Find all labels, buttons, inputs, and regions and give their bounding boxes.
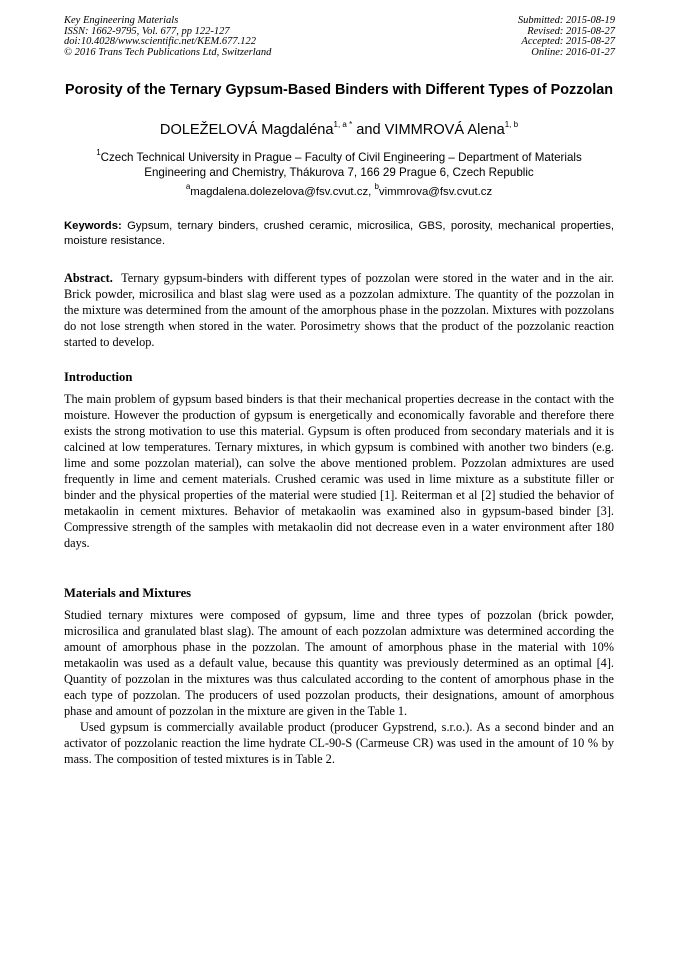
introduction-paragraph: The main problem of gypsum based binders is that their mechanical properties decrease in the contact with the moisture. However the production of gypsum is energetically and economically favorable and therefore there exists the strong motivation to use this material. Gypsum is often produced from secondary materials and it is calcined at low temperatures. Ternary mixtures, in which gypsum is combined with another two binders (e.g. lime and some pozzolan material), can solve the above mentioned problem. Pozzolan admixtures are used frequently in lime and cement materials. Crushed ceramic was used in lime mixture as a substitute filler or binder and the physical properties of the material were studied [1]. Reiterman et al [2] studied the behavior of metakaolin in cement mixtures. Behavior of metakaolin was examined also in gypsum-based binder [3]. Compressive strength of the samples with metakaolin did not decrease even in a water environment after 180 days.	[64, 392, 614, 550]
email-marker-a: a	[185, 182, 191, 192]
online-date: Online: 2016-01-27	[531, 46, 615, 58]
email-b: vimmrova@fsv.cvut.cz	[378, 186, 493, 198]
author-line	[64, 121, 614, 139]
email-marker-b: b	[374, 182, 379, 192]
publication-dates	[518, 16, 615, 58]
paper-title: Porosity of the Ternary Gypsum-Based Binders with Different Types of Pozzolan	[65, 82, 613, 98]
email-a: magdalena.dolezelova@fsv.cvut.cz,	[190, 186, 375, 198]
journal-info	[64, 16, 271, 58]
materials-heading: Materials and Mixtures	[64, 586, 192, 600]
abstract-text: Ternary gypsum-binders with different types of pozzolan were stored in the water and in the air. Brick powder, microsilica and blast slag were used as a pozzolan admixture. The quantity of the pozzolan in the mixture was determined from the amount of the amorphous phase in the pozzolan. Mixtures with pozzolans do not lose strength when stored in the water. Porosimetry shows that the product of the pozzolanic reaction started to develop.	[64, 271, 614, 349]
author-2: VIMMROVÁ Alena	[384, 122, 505, 138]
introduction-body	[64, 391, 614, 551]
keywords-label: Keywords:	[64, 220, 122, 232]
issn-line: ISSN: 1662-9795, Vol. 677, pp 122-127	[64, 25, 230, 37]
affiliation-text: Czech Technical University in Prague – Faculty of Civil Engineering – Department of Materials Engineering and Chemistry, Thákurova 7, 166 29 Prague 6, Czech Republic	[100, 151, 582, 179]
introduction-heading: Introduction	[64, 370, 133, 384]
author-2-marks: 1, b	[504, 120, 519, 130]
keywords-text: Gypsum, ternary binders, crushed ceramic, microsilica, GBS, porosity, mechanical properties, moisture resistance.	[64, 220, 614, 248]
doi-line: doi:10.4028/www.scientific.net/KEM.677.122	[64, 36, 256, 48]
materials-body	[64, 607, 614, 767]
keywords	[64, 219, 614, 250]
abstract	[64, 270, 614, 350]
materials-paragraph-1: Studied ternary mixtures were composed of gypsum, lime and three types of pozzolan (brick powder, microsilica and granulated blast slag). The amount of each pozzolan admixture was determined according the amount of amorphous phase in the pozzolan. The amount of amorphous phase in the material with 10% metakaolin was used as a default value, because this quantity was previously determined as an optimal [4]. Quantity of pozzolan in the mixtures was thus calculated according to the content of amorphous phase in the each type of pozzolan. The producers of used pozzolan products, their designations, amount of amorphous phase and amount of pozzolan in the mixture are given in the Table 1.	[64, 608, 614, 718]
revised-date: Revised: 2015-08-27	[527, 25, 615, 37]
journal-name: Key Engineering Materials	[64, 15, 179, 26]
accepted-date: Accepted: 2015-08-27	[521, 36, 615, 48]
abstract-label: Abstract.	[64, 271, 113, 285]
materials-paragraph-2: Used gypsum is commercially available product (producer Gypstrend, s.r.o.). As a second binder and an activator of pozzolanic reaction the lime hydrate CL-90-S (Carmeuse CR) was used in the amount of 10 % by mass. The composition of tested mixtures is in Table 2.	[64, 720, 614, 766]
affiliation-marker: 1	[96, 148, 101, 158]
copyright-line: © 2016 Trans Tech Publications Ltd, Switzerland	[64, 46, 272, 58]
email-line	[64, 182, 614, 200]
affiliation	[64, 150, 614, 180]
author-1-marks: 1, a *	[333, 120, 353, 130]
author-conjunction: and	[352, 122, 385, 138]
author-1: DOLEŽELOVÁ Magdaléna	[159, 122, 334, 138]
submitted-date: Submitted: 2015-08-19	[517, 15, 615, 26]
